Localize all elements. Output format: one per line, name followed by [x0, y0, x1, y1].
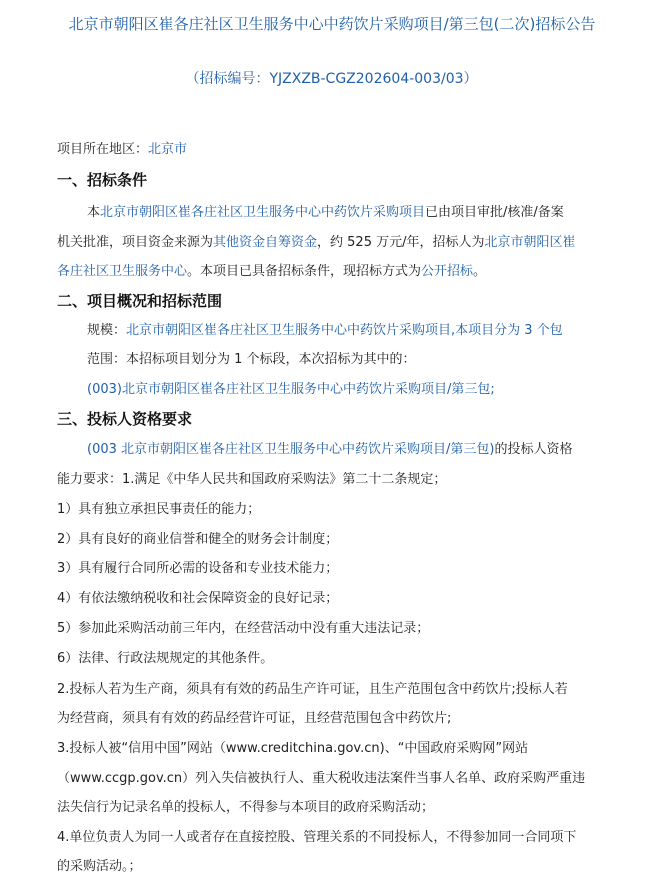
- requirement-item: 6）法律、行政法规规定的其他条件。: [57, 651, 274, 666]
- requirement-3-line1: 3.投标人被“信用中国”网站（www.creditchina.gov.cn)、“中国政府采购网”网站: [57, 741, 529, 756]
- location-label: 项目所在地区：: [57, 142, 149, 157]
- requirement-4-line2: 的采购活动。；: [57, 859, 142, 874]
- section1-paragraph-line1: 本北京市朝阳区崔各庄社区卫生服务中心中药饮片采购项目已由项目审批/核准/备案: [87, 205, 564, 220]
- section3-intro-line1: (003 北京市朝阳区崔各庄社区卫生服务中心中药饮片采购项目/第三包)的投标人资格: [87, 442, 573, 457]
- requirement-4-line1: 4.单位负责人为同一人或者存在直接控股、管理关系的不同投标人，不得参加同一合同项下: [57, 830, 577, 845]
- requirement-item: 3）具有履行合同所必需的设备和专业技术能力；: [57, 561, 339, 576]
- section2-range: 范围：本招标项目划分为 1 个标段，本次招标为其中的：: [87, 352, 416, 367]
- requirement-2-line1: 2.投标人若为生产商，须具有有效的药品生产许可证，且生产范围包含中药饮片;投标人若: [57, 682, 568, 697]
- section2-scale: 规模：北京市朝阳区崔各庄社区卫生服务中心中药饮片采购项目,本项目分为 3 个包: [87, 323, 563, 338]
- section2-heading: 二、项目概况和招标范围: [57, 292, 223, 310]
- requirement-item: 2）具有良好的商业信誉和健全的财务会计制度；: [57, 532, 339, 547]
- requirement-item: 1）具有独立承担民事责任的能力；: [57, 502, 261, 517]
- page-title: 北京市朝阳区崔各庄社区卫生服务中心中药饮片采购项目/第三包(二次)招标公告: [68, 15, 596, 33]
- section1-heading: 一、招标条件: [57, 171, 148, 189]
- requirement-3-line3: 法失信行为记录名单的投标人，不得参与本项目的政府采购活动；: [57, 800, 435, 815]
- location-line: [57, 142, 187, 158]
- requirement-3-line2: （www.ccgp.gov.cn）列入失信被执行人、重大税收违法案件当事人名单、政府采购严重违: [57, 771, 586, 786]
- section1-paragraph-line3: 各庄社区卫生服务中心。本项目已具备招标条件，现招标方式为公开招标。: [57, 264, 487, 279]
- location-value: 北京市: [148, 142, 188, 157]
- requirement-item: 4）有依法缴纳税收和社会保障资金的良好记录；: [57, 591, 339, 606]
- section1-paragraph-line2: 机关批准，项目资金来源为其他资金自筹资金，约 525 万元/年，招标人为北京市朝阳区崔: [57, 235, 576, 250]
- requirement-2-line2: 为经营商，须具有有效的药品经营许可证，且经营范围包含中药饮片;: [57, 711, 452, 726]
- bid-number: （招标编号：YJZXZB-CGZ202604-003/03）: [185, 71, 478, 87]
- requirement-item: 5）参加此采购活动前三年内，在经营活动中没有重大违法记录；: [57, 621, 430, 636]
- section2-package: (003)北京市朝阳区崔各庄社区卫生服务中心中药饮片采购项目/第三包;: [87, 382, 495, 397]
- section3-heading: 三、投标人资格要求: [57, 410, 193, 428]
- section3-intro-line2: 能力要求：1.满足《中华人民共和国政府采购法》第二十二条规定；: [57, 472, 447, 487]
